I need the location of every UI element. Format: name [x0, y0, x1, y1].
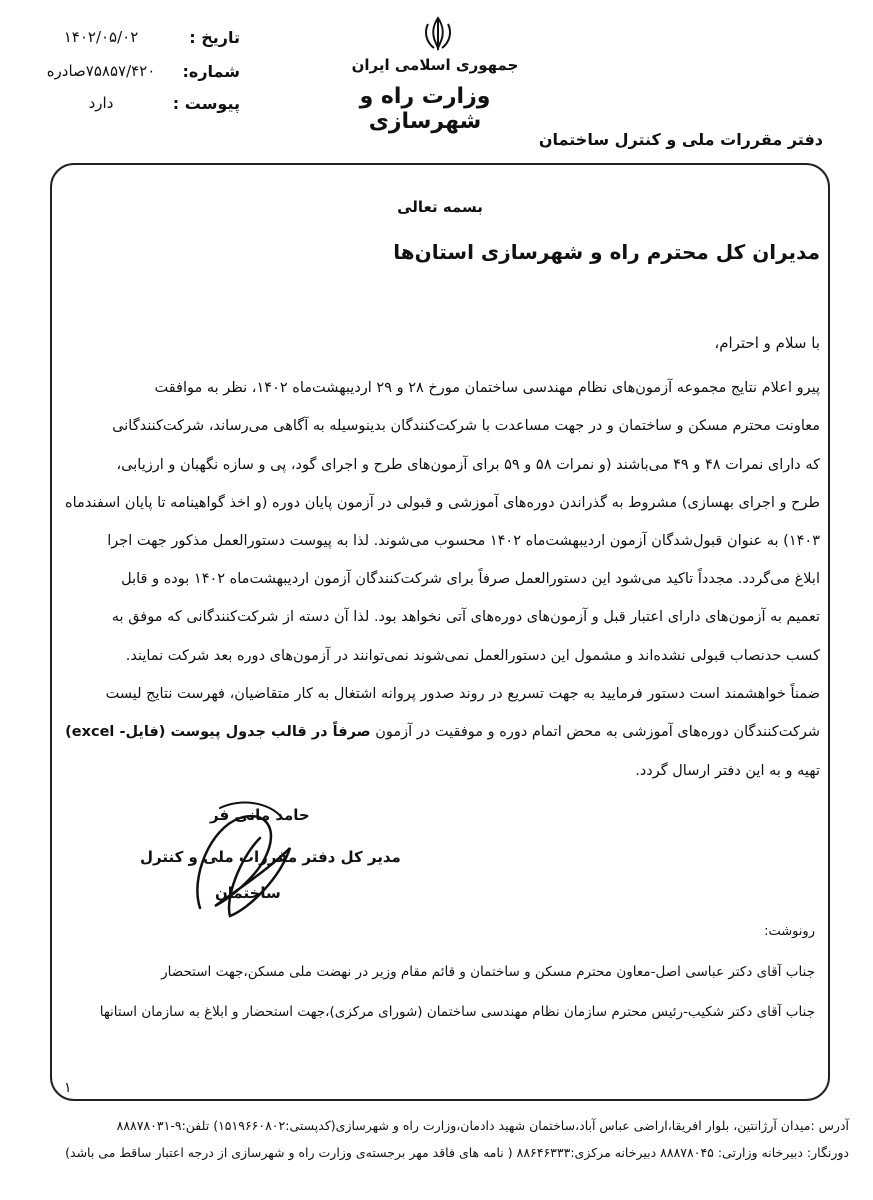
- cc-item: جناب آقای دکتر عباسی اصل-معاون محترم مسکن و ساختمان و قائم مقام وزیر در نهضت ملی مسکن،جهت استحضار: [161, 964, 815, 980]
- body-line: که دارای نمرات ۴۸ و ۴۹ می‌باشند (و نمرات ۵۸ و ۵۹ برای آزمون‌های طرح و اجرای گود، پی و سازه نگهبان و ارزیابی،: [116, 457, 820, 473]
- attachment-value: دارد: [88, 94, 114, 112]
- signatory-title: مدیر کل دفتر مقررات ملی و کنترل: [140, 848, 401, 866]
- body-line: تهیه و به این دفتر ارسال گردد.: [635, 763, 820, 779]
- greeting: با سلام و احترام،: [714, 334, 820, 352]
- page-number: ۱: [64, 1080, 72, 1096]
- date-row: [30, 28, 240, 47]
- body-line: ۱۴۰۳) به عنوان قبول‌شدگان آزمون اردیبهشت‌ماه ۱۴۰۲ محسوب می‌شوند. لذا به پیوست دستورالعمل مذکور جهت اجرا: [107, 533, 820, 549]
- body-line-mixed: [65, 724, 820, 740]
- body-line: ضمناً خواهشمند است دستور فرمایید به جهت تسریع در روند صدور پروانه اشتغال به کار متقاضیان، فهرست نتایج لیست: [105, 686, 820, 702]
- republic-title: جمهوری اسلامی ایران: [351, 56, 519, 74]
- body-line: ابلاغ می‌گردد. مجدداً تاکید می‌شود این دستورالعمل صرفاً برای شرکت‌کنندگان آزمون اردیبهشت‌ماه ۱۴۰۲ بوده و قابل: [121, 571, 820, 587]
- addressee: مدیران کل محترم راه و شهرسازی استان‌ها: [393, 240, 820, 264]
- footer-fax: دورنگار: دبیرخانه وزارتی: ۸۸۸۷۸۰۴۵ دبیرخانه مرکزی:۸۸۶۴۶۳۳۳ ( نامه های فاقد مهر برجسته‌ی وزارت راه و شهرسازی از درجه اعتبار ساقط می باشد): [65, 1145, 849, 1160]
- body-line: معاونت محترم مسکن و ساختمان و در جهت مساعدت با شرکت‌کنندگان بدینوسیله به آگاهی می‌رساند، شرکت‌کنندگانی: [112, 418, 820, 434]
- signatory-name: حامد مانی فر: [210, 806, 310, 824]
- body-line: تعمیم به آزمون‌های دارای اعتبار قبل و آزمون‌های دوره‌های آتی نخواهد بود. لذا آن دسته از شرکت‌کنندگانی که موفق به: [111, 609, 820, 625]
- ministry-title: وزارت راه و شهرسازی: [359, 84, 491, 134]
- number-value: ۷۵۸۵۷/۴۲۰صادره: [46, 62, 156, 80]
- cc-item: جناب آقای دکتر شکیب-رئیس محترم سازمان نظام مهندسی ساختمان (شورای مرکزی)،جهت استحضار و ابلاغ به سازمان استانها: [99, 1004, 815, 1020]
- basmala: بسمه تعالی: [397, 198, 483, 216]
- body-text: شرکت‌کنندگان دوره‌های آموزشی به محض اتمام دوره و موفقیت در آزمون: [370, 724, 820, 740]
- letter-frame: [50, 163, 830, 1101]
- date-value: ۱۴۰۲/۰۵/۰۲: [63, 28, 139, 46]
- signatory-title-cont: ساختمان: [215, 884, 281, 902]
- office-title: دفتر مقررات ملی و کنترل ساختمان: [538, 130, 823, 149]
- number-row: [30, 62, 240, 81]
- cc-label: رونوشت:: [764, 924, 815, 939]
- body-bold-text: صرفاً در قالب جدول پیوست (فایل- excel): [65, 724, 371, 740]
- attachment-label: پیوست :: [172, 94, 240, 113]
- body-line: پیرو اعلام نتایج مجموعه آزمون‌های نظام مهندسی ساختمان مورخ ۲۸ و ۲۹ اردیبهشت‌ماه ۱۴۰۲، نظر به موافقت: [154, 380, 820, 396]
- body-line: کسب حدنصاب قبولی نشده‌اند و مشمول این دستورالعمل نمی‌شوند نمی‌توانند در آزمون‌های دوره بعد شرکت نمایند.: [125, 648, 820, 664]
- attachment-row: [30, 94, 240, 113]
- number-label: شماره:: [182, 62, 240, 81]
- iran-emblem-icon: [418, 14, 458, 54]
- body-line: طرح و اجرای بهسازی) مشروط به گذراندن دوره‌های آموزشی و قبولی در آزمون پایان دوره (و اخذ گواهینامه تا پایان اسفندماه: [65, 495, 820, 511]
- date-label: تاریخ :: [189, 28, 240, 47]
- footer-address: آدرس :میدان آرژانتین، بلوار افریقا،اراضی عباس آباد،ساختمان شهید دادمان،وزارت راه و شهرسازی(کدپستی:۱۵۱۹۶۶۰۸۰۲) تلفن:۹-۸۸۸۷۸۰۳۱: [116, 1118, 849, 1133]
